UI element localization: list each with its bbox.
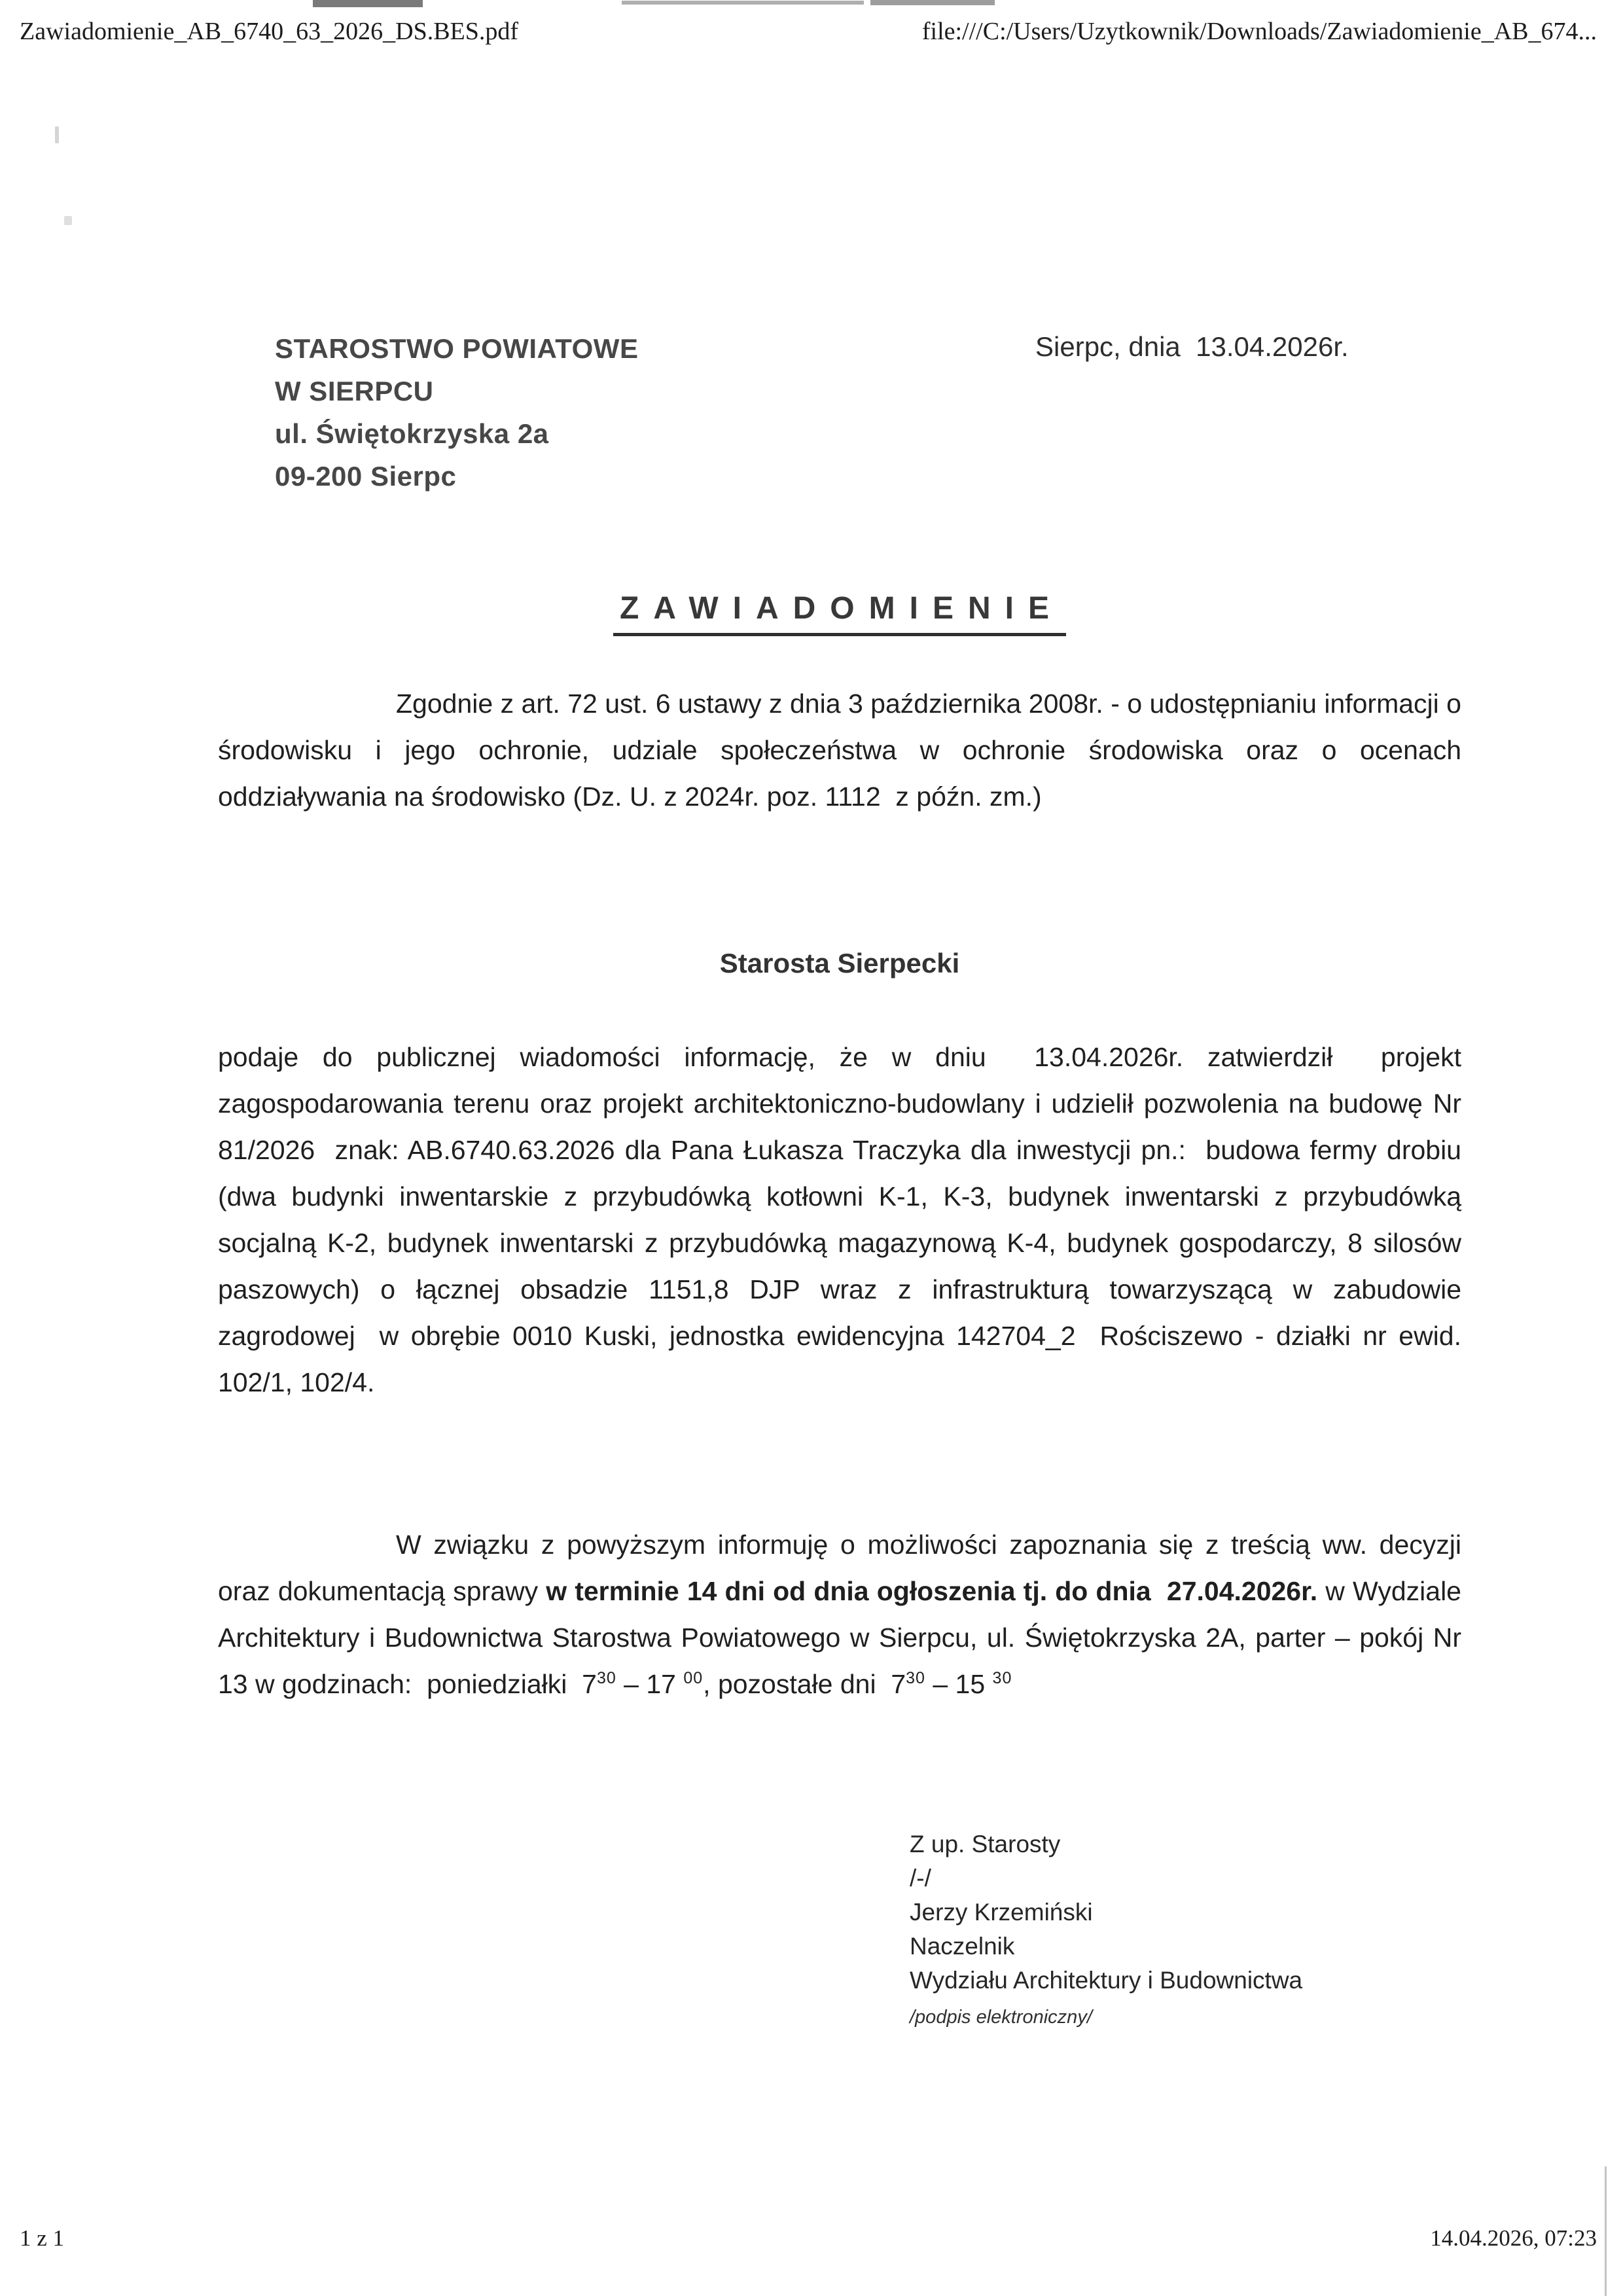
letterhead-city: W SIERPCU (275, 376, 434, 406)
signature-name: Jerzy Krzemiński (910, 1899, 1093, 1926)
letterhead-street: ul. Świętokrzyska 2a (275, 418, 549, 449)
authority-subheading: Starosta Sierpecki (719, 948, 960, 978)
title-row (218, 590, 1461, 636)
print-footer-timestamp: 14.04.2026, 07:23 (1430, 2225, 1597, 2251)
print-header-filename: Zawiadomienie_AB_6740_63_2026_DS.BES.pdf (20, 18, 519, 45)
legal-basis-paragraph: Zgodnie z art. 72 ust. 6 ustawy z dnia 3 października 2008r. - o udostępnianiu informacji o środowisku i jego ochronie, udziale społeczeństwa w ochronie środowiska oraz o ocenach oddziaływania na środowisko (Dz. U. z 2024r. poz. 1112 z późn. zm.) (218, 689, 1461, 812)
print-footer (20, 2225, 1597, 2251)
signature-position: Naczelnik (910, 1933, 1015, 1960)
scan-artifact (622, 1, 864, 5)
scan-artifact (313, 0, 423, 7)
signature-authorization: Z up. Starosty (910, 1831, 1061, 1857)
scan-artifact (1605, 2166, 1607, 2296)
print-header (20, 17, 1597, 46)
letterhead-postcode: 09-200 Sierpc (275, 461, 457, 492)
electronic-signature-note: /podpis elektroniczny/ (910, 2007, 1092, 2028)
print-footer-page-number: 1 z 1 (20, 2225, 65, 2251)
scan-artifact (870, 0, 995, 5)
signature-block (910, 1827, 1302, 2034)
signature-department: Wydziału Architektury i Budownictwa (910, 1967, 1303, 1994)
signature-mark: /-/ (910, 1865, 931, 1892)
print-header-url: file:///C:/Users/Uzytkownik/Downloads/Zawiadomienie_AB_674... (921, 18, 1597, 45)
date-line: Sierpc, dnia 13.04.2026r. (1035, 331, 1349, 362)
letterhead-office: STAROSTWO POWIATOWE (275, 333, 639, 364)
scan-speck (64, 216, 72, 225)
decision-paragraph: podaje do publicznej wiadomości informację, że w dniu 13.04.2026r. zatwierdził projekt zagospodarowania terenu oraz projekt architektoniczno-budowlany i udzielił pozwolenia na budowę Nr 81/2026 znak: AB.6740.63.2026 dla Pana Łukasza Traczyka dla inwestycji pn.: budowa fermy drobiu (dwa budynki inwentarskie z przybudówką kotłowni K-1, K-3, budynek inwentarski z przybudówką socjalną K-2, budynek inwentarski z przybudówką magazynową K-4, budynek gospodarczy, 8 silosów paszowych) o łącznej obsadzie 1151,8 DJP wraz z infrastrukturą towarzyszącą w zabudowie zagrodowej w obrębie 0010 Kuski, jednostka ewidencyjna 142704_2 Rościszewo - działki nr ewid. 102/1, 102/4. (218, 1042, 1461, 1397)
document-title: ZAWIADOMIENIE (613, 590, 1066, 636)
letterhead (275, 327, 638, 497)
scan-speck (55, 126, 59, 143)
inspection-paragraph: W związku z powyższym informuję o możliwości zapoznania się z treścią ww. decyzji oraz dokumentacją sprawy w terminie 14 dni od dnia ogłoszenia tj. do dnia 27.04.2026r. w Wydziale Architektury i Budownictwa Starostwa Powiatowego w Sierpcu, ul. Świętokrzyska 2A, parter – pokój Nr 13 w godzinach: poniedziałki $7^{30} - 17$ $^{00}$, pozostałe dni $7^{30} - 15$ $^{30}$ (218, 1530, 1461, 1699)
